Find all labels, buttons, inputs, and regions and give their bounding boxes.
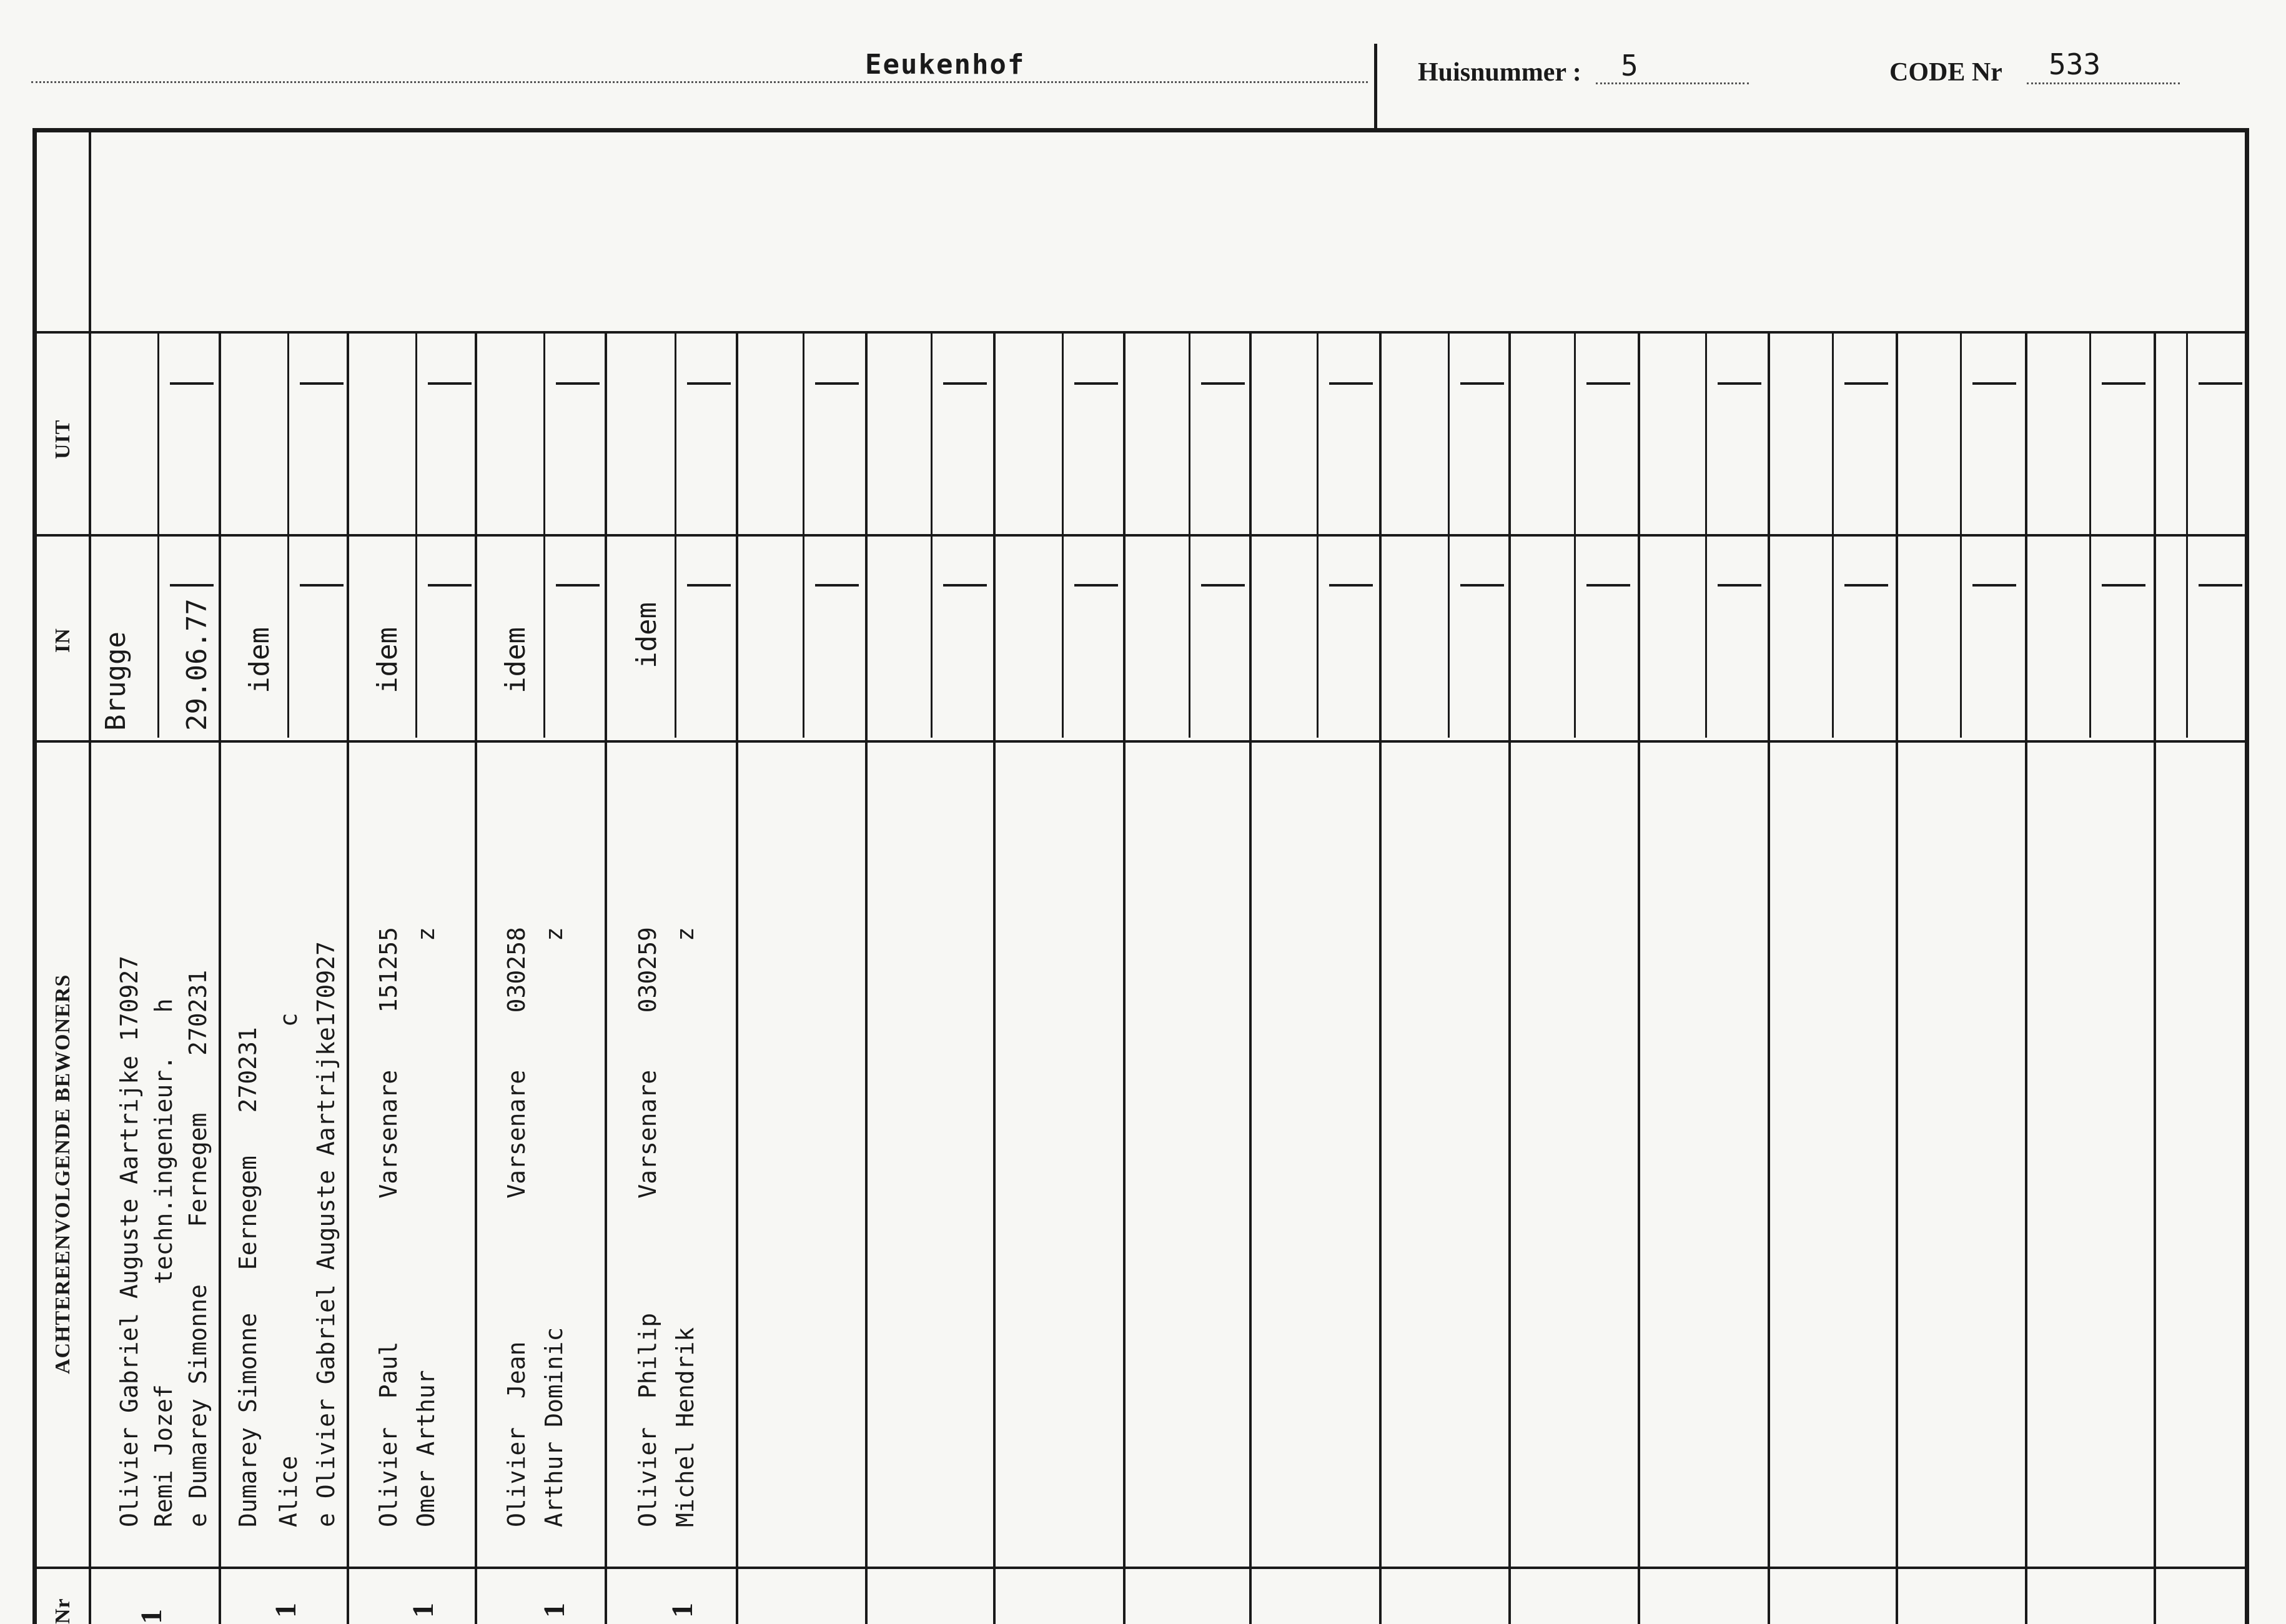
- in-subcolumn-divider: [1189, 537, 1190, 738]
- in-dash-mark: [815, 584, 859, 587]
- code-label: CODE Nr: [1889, 58, 2002, 87]
- entry-2-nr: 1: [269, 1603, 302, 1618]
- entry-2-line-2: Alice c: [275, 1013, 302, 1527]
- uit-dash-mark: [1460, 382, 1504, 385]
- in-dash-mark: [1201, 584, 1245, 587]
- uit-dash-mark: [815, 382, 859, 385]
- huisnummer-value: 5: [1621, 49, 1638, 82]
- in-top-line: [32, 534, 2249, 537]
- column-divider: [2154, 331, 2156, 1624]
- column-divider: [605, 331, 607, 1624]
- uit-subcolumn-divider: [2186, 334, 2188, 535]
- table-top-border: [32, 128, 2249, 132]
- in-subcolumn-divider: [1705, 537, 1707, 738]
- in-dash-mark: [300, 584, 344, 587]
- in-dash-mark: [170, 584, 214, 587]
- entry-1-line-3: e Dumarey Simonne Fernegem 270231: [184, 969, 212, 1527]
- table-right-border: [2245, 128, 2249, 1624]
- entry-2-in-place: idem: [244, 627, 275, 693]
- in-dash-mark: [1718, 584, 1761, 587]
- column-divider: [1508, 331, 1511, 1624]
- in-dash-mark: [2102, 584, 2145, 587]
- huisnummer-label: Huisnummer :: [1418, 58, 1581, 87]
- column-divider: [1379, 331, 1382, 1624]
- uit-dash-mark: [1201, 382, 1245, 385]
- column-divider: [1638, 331, 1640, 1624]
- uit-subcolumn-divider: [803, 334, 804, 535]
- in-dash-mark: [1844, 584, 1888, 587]
- entry-4-nr: 1: [538, 1603, 571, 1618]
- uit-subcolumn-divider: [287, 334, 289, 535]
- column-divider: [219, 331, 221, 1624]
- entry-2-line-1: Dumarey Simonne Eernegem 270231: [234, 1027, 262, 1527]
- entry-1-line-2: Remi Jozef techn.ingenieur. h: [150, 998, 177, 1527]
- uit-subcolumn-divider: [1317, 334, 1319, 535]
- in-subcolumn-divider: [2089, 537, 2091, 738]
- uit-dash-mark: [556, 382, 600, 385]
- in-dash-mark: [2199, 584, 2242, 587]
- column-divider: [1768, 331, 1770, 1624]
- uit-dash-mark: [1586, 382, 1630, 385]
- in-subcolumn-divider: [931, 537, 933, 738]
- uit-dash-mark: [943, 382, 987, 385]
- entry-5-line-1: Olivier Philip Varsenare 030259: [634, 927, 661, 1527]
- in-subcolumn-divider: [287, 537, 289, 738]
- in-subcolumn-divider: [157, 537, 159, 738]
- entry-3-line-1: Olivier Paul Varsenare 151255: [375, 927, 402, 1527]
- in-subcolumn-divider: [543, 537, 545, 738]
- column-divider: [1896, 331, 1898, 1624]
- bewoners-top-line: [32, 740, 2249, 743]
- uit-subcolumn-divider: [415, 334, 417, 535]
- column-divider: [865, 331, 868, 1624]
- uit-subcolumn-divider: [543, 334, 545, 535]
- entry-1-in-date: 29.06.77: [181, 598, 213, 731]
- uit-dash-mark: [2199, 382, 2242, 385]
- uit-subcolumn-divider: [1062, 334, 1064, 535]
- column-label-uit: UIT: [51, 419, 74, 459]
- uit-subcolumn-divider: [1960, 334, 1962, 535]
- uit-subcolumn-divider: [2089, 334, 2091, 535]
- entry-1-line-1: Olivier Gabriel Auguste Aartrijke 170927: [116, 955, 143, 1527]
- uit-subcolumn-divider: [1832, 334, 1834, 535]
- entry-1-nr: 1: [135, 1609, 168, 1624]
- uit-dash-mark: [1844, 382, 1888, 385]
- nr-top-line: [32, 1567, 2249, 1569]
- uit-subcolumn-divider: [1574, 334, 1576, 535]
- column-divider: [993, 331, 996, 1624]
- column-divider: [736, 331, 738, 1624]
- entry-5-nr: 1: [666, 1603, 699, 1618]
- entry-5-line-2: Michel Hendrik z: [671, 927, 699, 1527]
- in-dash-mark: [556, 584, 600, 587]
- entry-1-in-place: Brugge: [100, 631, 132, 731]
- entry-3-line-2: Omer Arthur z: [412, 927, 440, 1527]
- table-left-border: [32, 128, 37, 1624]
- uit-dash-mark: [428, 382, 472, 385]
- uit-subcolumn-divider: [157, 334, 159, 535]
- street-name: Eeukenhof: [865, 49, 1026, 81]
- uit-dash-mark: [1718, 382, 1761, 385]
- column-divider: [347, 331, 349, 1624]
- in-dash-mark: [1460, 584, 1504, 587]
- uit-subcolumn-divider: [931, 334, 933, 535]
- in-subcolumn-divider: [2186, 537, 2188, 738]
- in-subcolumn-divider: [803, 537, 804, 738]
- entry-5-in-place: idem: [631, 602, 663, 668]
- column-divider: [475, 331, 477, 1624]
- in-subcolumn-divider: [1317, 537, 1319, 738]
- entry-3-in-place: idem: [372, 627, 403, 693]
- column-divider: [1123, 331, 1126, 1624]
- uit-dash-mark: [1074, 382, 1118, 385]
- column-divider: [1249, 331, 1252, 1624]
- column-label-in: IN: [51, 628, 74, 653]
- uit-dash-mark: [170, 382, 214, 385]
- uit-top-line: [32, 331, 2249, 334]
- uit-subcolumn-divider: [1448, 334, 1450, 535]
- in-dash-mark: [1972, 584, 2016, 587]
- code-value: 533: [2049, 47, 2101, 81]
- uit-dash-mark: [1329, 382, 1373, 385]
- entry-2-line-3: e Olivier Gabriel Auguste Aartrijke170927: [312, 941, 340, 1527]
- entry-3-nr: 1: [407, 1603, 440, 1618]
- entry-4-line-2: Arthur Dominic z: [540, 927, 568, 1527]
- in-subcolumn-divider: [1448, 537, 1450, 738]
- uit-subcolumn-divider: [1705, 334, 1707, 535]
- label-column-border: [89, 128, 91, 1624]
- column-label-nr: Nr: [51, 1598, 74, 1624]
- in-subcolumn-divider: [1960, 537, 1962, 738]
- entry-4-line-1: Olivier Jean Varsenare 030258: [503, 927, 530, 1527]
- in-subcolumn-divider: [1062, 537, 1064, 738]
- in-subcolumn-divider: [675, 537, 676, 738]
- uit-subcolumn-divider: [1189, 334, 1190, 535]
- entry-4-in-place: idem: [500, 627, 532, 693]
- in-dash-mark: [1074, 584, 1118, 587]
- uit-subcolumn-divider: [675, 334, 676, 535]
- in-dash-mark: [1329, 584, 1373, 587]
- uit-dash-mark: [2102, 382, 2145, 385]
- in-subcolumn-divider: [415, 537, 417, 738]
- uit-dash-mark: [687, 382, 731, 385]
- in-subcolumn-divider: [1574, 537, 1576, 738]
- in-dash-mark: [687, 584, 731, 587]
- uit-dash-mark: [300, 382, 344, 385]
- column-label-bewoners: ACHTEREENVOLGENDE BEWONERS: [51, 974, 74, 1374]
- uit-dash-mark: [1972, 382, 2016, 385]
- in-subcolumn-divider: [1832, 537, 1834, 738]
- in-dash-mark: [428, 584, 472, 587]
- column-divider: [2025, 331, 2027, 1624]
- in-dash-mark: [943, 584, 987, 587]
- in-dash-mark: [1586, 584, 1630, 587]
